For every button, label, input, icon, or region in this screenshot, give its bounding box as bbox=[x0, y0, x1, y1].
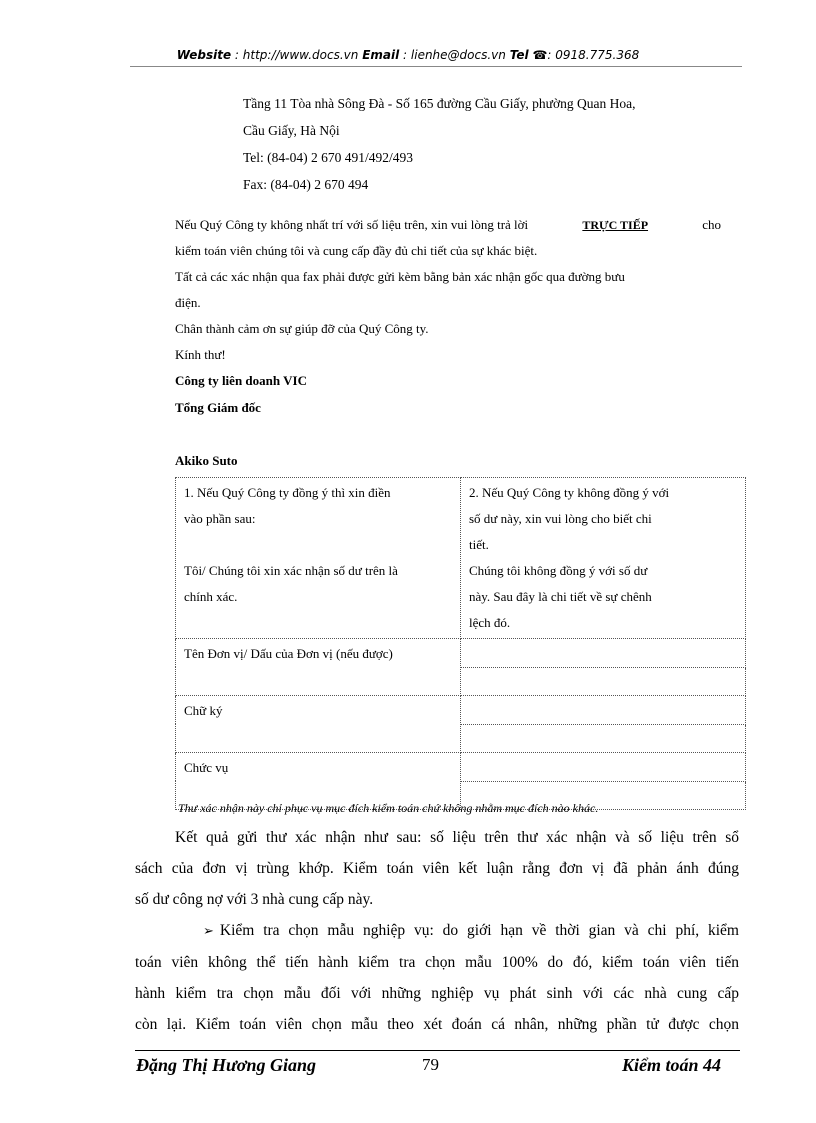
footer-rule bbox=[135, 1050, 740, 1051]
p1-end: cho bbox=[702, 217, 721, 232]
signer-name: Akiko Suto bbox=[175, 453, 238, 468]
tel-value: : 0918.775.368 bbox=[547, 48, 640, 62]
body-p1-line-1: Kết quả gửi thư xác nhận như sau: số liệu trên thư xác nhận và số liệu trên sổ bbox=[175, 829, 739, 846]
signature-field-2[interactable] bbox=[461, 724, 746, 753]
footer-author: Đặng Thị Hương Giang bbox=[136, 1055, 316, 1075]
body-p2-line-2: toán viên không thể tiến hành kiểm tra chọn mẫu 100% do đó, kiểm toán viên tiến bbox=[135, 954, 739, 971]
header-rule bbox=[130, 66, 742, 67]
signer-title: Tổng Giám đốc bbox=[175, 400, 261, 415]
letter-closing: Kính thư! bbox=[175, 347, 226, 362]
email-value: : lienhe@docs.vn bbox=[403, 48, 506, 62]
body-p1-line-3: số dư công nợ với 3 nhà cung cấp này. bbox=[135, 891, 374, 908]
disagree-line-4: Chúng tôi không đồng ý với số dư bbox=[469, 563, 648, 578]
disagree-line-6: lệch đó. bbox=[469, 615, 511, 630]
tel-label: Tel bbox=[509, 48, 529, 62]
letter-paragraph-1 bbox=[175, 212, 721, 264]
body-paragraph-1 bbox=[135, 822, 739, 915]
website-value: : http://www.docs.vn bbox=[234, 48, 359, 62]
phone-icon: ☎ bbox=[532, 48, 548, 62]
unit-label: Tên Đơn vị/ Dấu của Đơn vị (nếu được) bbox=[176, 639, 461, 696]
address-fax: Fax: (84-04) 2 670 494 bbox=[243, 177, 369, 192]
signature-label: Chữ ký bbox=[176, 696, 461, 753]
bullet-arrow-icon: ➢ bbox=[203, 924, 214, 939]
disagree-line-3: tiết. bbox=[469, 537, 489, 552]
confirmation-form bbox=[175, 477, 746, 810]
agree-line-1: 1. Nếu Quý Công ty đồng ý thì xin điền bbox=[184, 485, 391, 500]
signature-field-1[interactable] bbox=[461, 696, 746, 725]
letter-paragraph-2 bbox=[175, 264, 721, 316]
disagree-line-1: 2. Nếu Quý Công ty không đồng ý với bbox=[469, 485, 670, 500]
disagree-line-2: số dư này, xin vui lòng cho biết chi bbox=[469, 511, 652, 526]
form-note: Thư xác nhận này chỉ phục vụ mục đích kiểm toán chứ không nhằm mục đích nào khác. bbox=[178, 801, 599, 815]
agree-cell bbox=[176, 478, 461, 639]
p1-start: Nếu Quý Công ty không nhất trí với số liệu trên, xin vui lòng trả lời bbox=[175, 217, 529, 232]
position-field-1[interactable] bbox=[461, 753, 746, 782]
body-p2-line-1-text: Kiểm tra chọn mẫu nghiệp vụ: do giới hạn về thời gian và chi phí, kiểm bbox=[219, 922, 739, 939]
disagree-line-5: này. Sau đây là chi tiết về sự chênh bbox=[469, 589, 652, 604]
form-row-signature bbox=[176, 696, 746, 725]
body-paragraph-2 bbox=[135, 915, 739, 1040]
company-name: Công ty liên doanh VIC bbox=[175, 373, 307, 388]
website-label: Website bbox=[176, 48, 232, 62]
p1-emphasis: TRỰC TIẾP bbox=[582, 218, 649, 232]
agree-line-3: Tôi/ Chúng tôi xin xác nhận số dư trên là bbox=[184, 563, 398, 578]
form-row-unit bbox=[176, 639, 746, 668]
unit-field-2[interactable] bbox=[461, 667, 746, 696]
letter-thanks: Chân thành cảm ơn sự giúp đỡ của Quý Công ty. bbox=[175, 321, 429, 336]
unit-field-1[interactable] bbox=[461, 639, 746, 668]
form-row-options bbox=[176, 478, 746, 639]
p1-line-2: kiểm toán viên chúng tôi và cung cấp đầy đủ chi tiết của sự khác biệt. bbox=[175, 243, 538, 258]
address-line-1: Tầng 11 Tòa nhà Sông Đà - Số 165 đường Cầu Giấy, phường Quan Hoa, bbox=[243, 96, 636, 111]
body-p1-line-2: sách của đơn vị trùng khớp. Kiểm toán viên kết luận rằng đơn vị đã phản ánh đúng bbox=[135, 860, 739, 877]
form-row-position bbox=[176, 753, 746, 782]
p2-line-2: điện. bbox=[175, 295, 201, 310]
email-label: Email bbox=[362, 48, 400, 62]
p2-line-1: Tất cả các xác nhận qua fax phải được gửi kèm bằng bản xác nhận gốc qua đường bưu bbox=[175, 269, 625, 284]
page-header bbox=[0, 48, 816, 62]
position-label: Chức vụ bbox=[176, 753, 461, 810]
agree-line-2: vào phần sau: bbox=[184, 511, 256, 526]
footer-course: Kiểm toán 44 bbox=[622, 1055, 722, 1075]
address-line-2: Cầu Giấy, Hà Nội bbox=[243, 123, 340, 138]
body-p2-line-1 bbox=[135, 915, 739, 947]
body-p2-line-4: còn lại. Kiểm toán viên chọn mẫu theo xét đoán cá nhân, những phần tử được chọn bbox=[135, 1016, 739, 1033]
page-number: 79 bbox=[422, 1055, 439, 1074]
agree-spacer bbox=[184, 532, 452, 558]
disagree-cell bbox=[461, 478, 746, 639]
address-tel: Tel: (84-04) 2 670 491/492/493 bbox=[243, 150, 414, 165]
body-p2-line-3: hành kiểm tra chọn mẫu đối với những nghiệp vụ phát sinh với các nhà cung cấp bbox=[135, 985, 739, 1002]
agree-line-4: chính xác. bbox=[184, 589, 238, 604]
